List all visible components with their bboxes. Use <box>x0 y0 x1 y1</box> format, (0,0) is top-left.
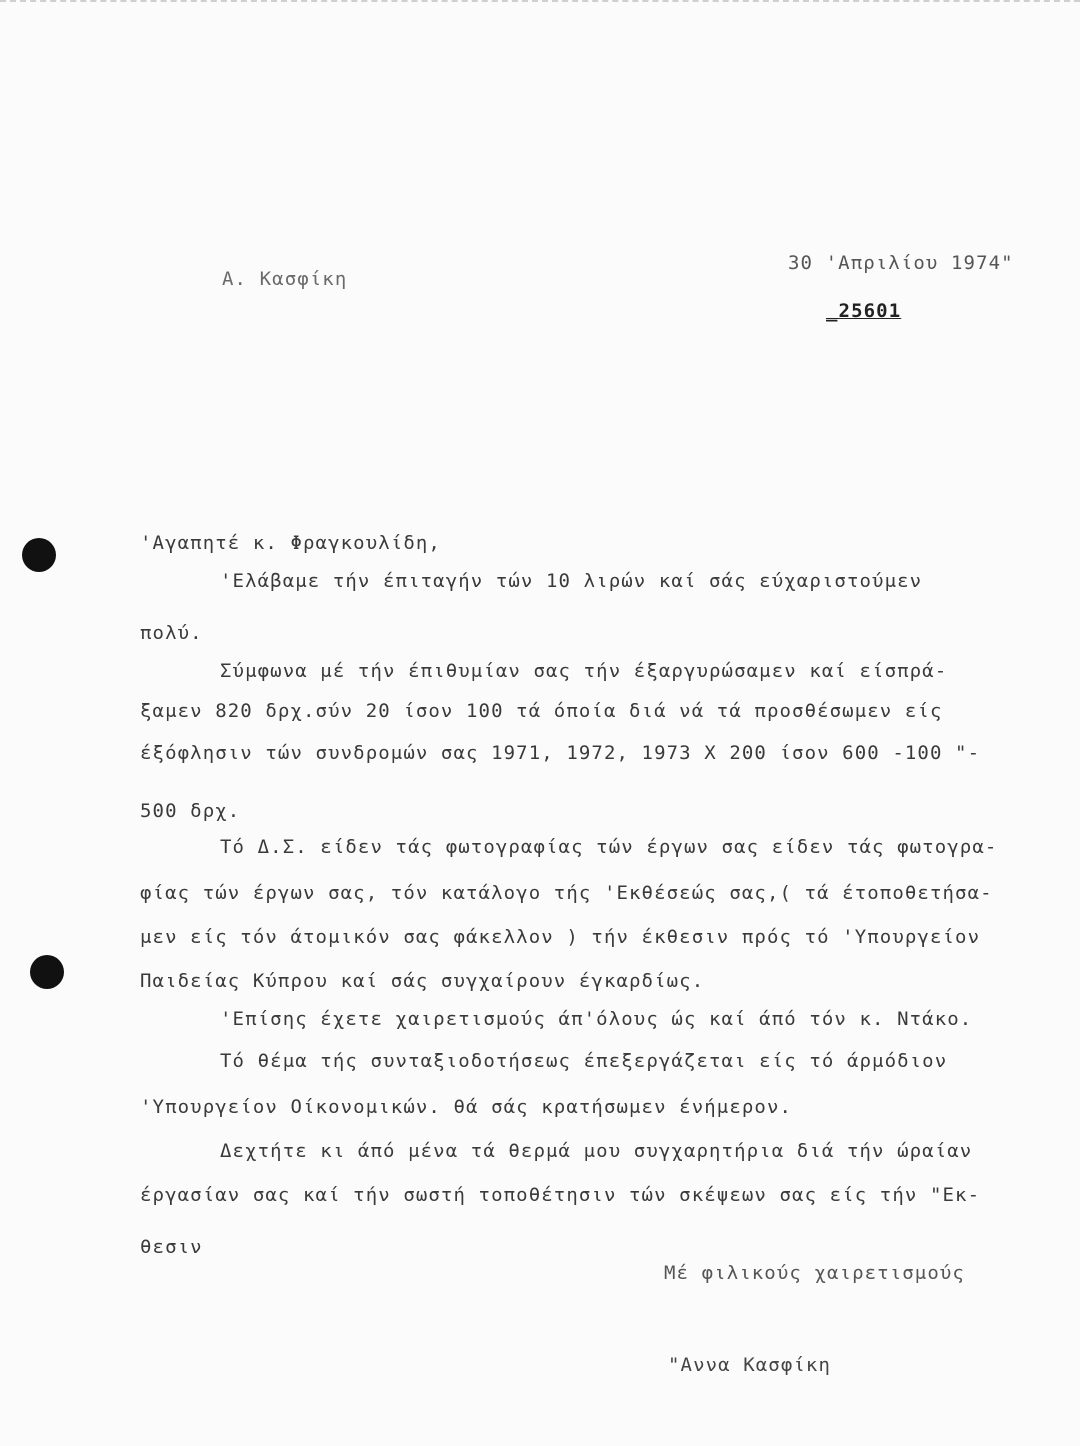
body-line: πολύ. <box>140 622 203 644</box>
body-line: ξαμεν 820 δρχ.σύν 20 ίσον 100 τά όποία διά νά τά προσθέσωμεν είς <box>140 700 943 722</box>
page-top-edge <box>0 0 1080 12</box>
body-line: θεσιν <box>140 1236 203 1258</box>
body-line: Τό Δ.Σ. είδεν τάς φωτογραφίας τών έργων σας είδεν τάς φωτογρα- <box>220 836 998 858</box>
punch-hole-top <box>22 538 56 572</box>
reference-number: _25601 <box>826 300 902 322</box>
body-line: 'Ελάβαμε τήν έπιταγήν τών 10 λιρών καί σάς εύχαριστούμεν <box>220 570 923 592</box>
signature: "Αννα Κασφίκη <box>668 1354 832 1376</box>
body-line: έξόφλησιν τών συνδρομών σας 1971, 1972, 1973 Χ 200 ίσον 600 -100 "- <box>140 742 981 764</box>
body-line: μεν είς τόν άτομικόν σας φάκελλον ) τήν έκθεσιν πρός τό 'Υπουργείον <box>140 926 981 948</box>
salutation: 'Αγαπητέ κ. Φραγκουλίδη, <box>140 532 441 554</box>
body-line: Παιδείας Κύπρου καί σάς συγχαίρουν έγκαρδίως. <box>140 970 705 992</box>
closing-phrase: Μέ φιλικούς χαιρετισμούς <box>664 1262 965 1284</box>
body-line: 'Υπουργείον Οίκονομικών. θά σάς κρατήσωμεν ένήμερον. <box>140 1096 793 1118</box>
body-line: Σύμφωνα μέ τήν έπιθυμίαν σας τήν έξαργυρώσαμεν καί είσπρά- <box>220 660 948 682</box>
body-line: Τό θέμα τής συνταξιοδοτήσεως έπεξεργάζεται είς τό άρμόδιον <box>220 1050 948 1072</box>
punch-hole-bottom <box>30 955 64 989</box>
body-line: 'Επίσης έχετε χαιρετισμούς άπ'όλους ώς καί άπό τόν κ. Ντάκο. <box>220 1008 973 1030</box>
body-line: Δεχτήτε κι άπό μένα τά θερμά μου συγχαρητήρια διά τήν ώραίαν <box>220 1140 973 1162</box>
body-line: έργασίαν σας καί τήν σωστή τοποθέτησιν τών σκέψεων σας είς τήν "Εκ- <box>140 1184 981 1206</box>
body-line: φίας τών έργων σας, τόν κατάλογο τής 'Εκθέσεώς σας,( τά έτοποθετήσα- <box>140 882 993 904</box>
sender-name: Α. Κασφίκη <box>222 268 348 290</box>
body-line: 500 δρχ. <box>140 800 241 822</box>
letter-date: 30 'Απριλίου 1974" <box>788 252 1014 274</box>
